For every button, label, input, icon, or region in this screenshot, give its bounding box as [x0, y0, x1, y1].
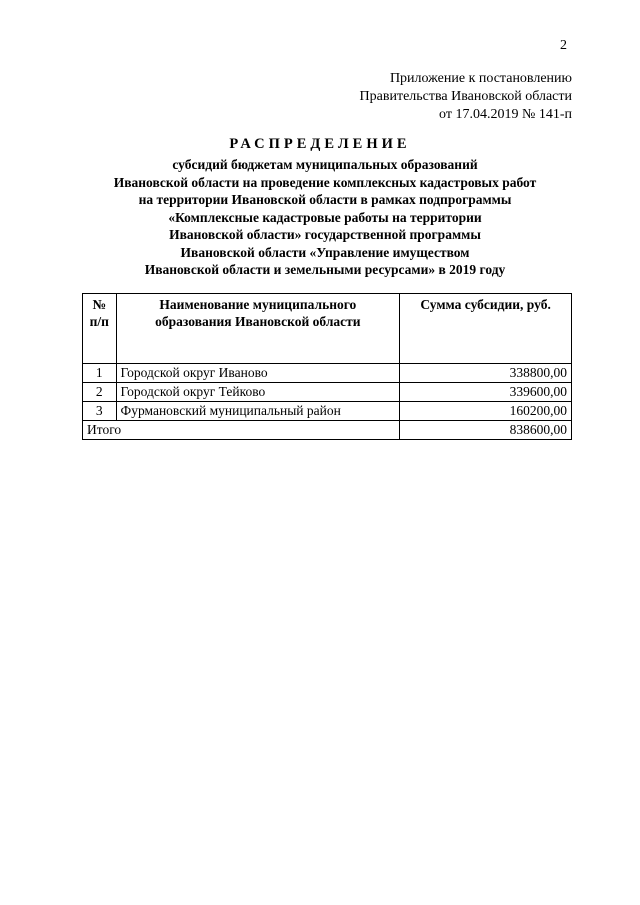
header-name-line-1: Наименование муниципального — [159, 297, 357, 312]
total-label: Итого — [83, 421, 400, 440]
subtitle-line: Ивановской области «Управление имуществом — [180, 244, 470, 260]
row-sum: 338800,00 — [400, 364, 572, 383]
total-sum: 838600,00 — [400, 421, 572, 440]
appendix-line-2: Правительства Ивановской области — [359, 89, 572, 104]
subtitle-line: Ивановской области» государственной программы — [169, 227, 481, 242]
table-row — [83, 364, 572, 383]
row-name: Фурмановский муниципальный район — [116, 402, 400, 421]
subsidy-table — [82, 293, 572, 440]
header-sum: Сумма субсидии, руб. — [400, 294, 572, 364]
row-sum: 339600,00 — [400, 383, 572, 402]
document-subtitle — [60, 156, 590, 279]
subtitle-line: «Комплексные кадастровые работы на территории — [168, 209, 482, 225]
row-name: Городской округ Тейково — [116, 383, 400, 402]
table-row — [83, 402, 572, 421]
appendix-reference — [360, 70, 572, 124]
row-sum: 160200,00 — [400, 402, 572, 421]
header-name — [116, 294, 400, 364]
header-name-line-2: образования Ивановской области — [155, 314, 361, 329]
appendix-line-1: Приложение к постановлению — [389, 71, 572, 86]
appendix-line-3: от 17.04.2019 № 141-п — [439, 107, 572, 122]
subtitle-line: субсидий бюджетам муниципальных образований — [172, 157, 478, 172]
table-header-row — [83, 294, 572, 364]
header-num-line-1: № — [92, 297, 107, 312]
row-num: 2 — [83, 383, 117, 402]
row-num: 1 — [83, 364, 117, 383]
table-total-row — [83, 421, 572, 440]
subtitle-line: Ивановской области на проведение комплексных кадастровых работ — [113, 174, 537, 190]
row-name: Городской округ Иваново — [116, 364, 400, 383]
document-title: РАСПРЕДЕЛЕНИЕ — [229, 136, 411, 152]
subtitle-line: на территории Ивановской области в рамках подпрограммы — [138, 192, 512, 207]
header-num — [83, 294, 117, 364]
subtitle-line: Ивановской области и земельными ресурсами» в 2019 году — [144, 262, 506, 277]
table-row — [83, 383, 572, 402]
header-num-line-2: п/п — [89, 314, 109, 329]
page-number: 2 — [560, 38, 567, 53]
row-num: 3 — [83, 402, 117, 421]
